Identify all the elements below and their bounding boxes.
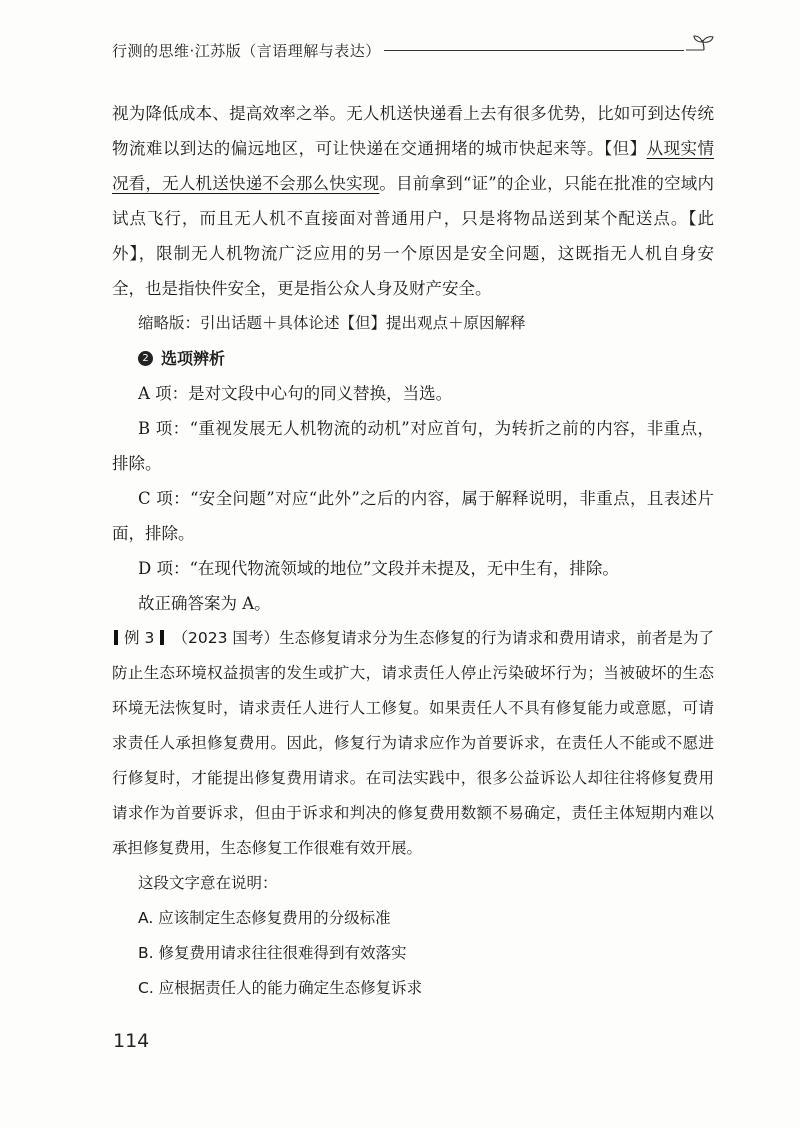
also-marker: 【此外】 [112, 209, 715, 263]
choice-c: C. 应根据责任人的能力确定生态修复诉求 [138, 979, 423, 997]
sprout-icon [682, 34, 716, 64]
central-sentence: 从现实情况看，无人机送快递不会那么快实现 [112, 139, 715, 193]
but-marker: 【但】 [603, 139, 647, 158]
page-number: 114 [113, 1030, 150, 1052]
analysis-title: 选项辨析 [161, 349, 226, 368]
analysis-heading [112, 341, 714, 376]
example-source: （2023 国考） [172, 629, 279, 647]
running-header [112, 34, 712, 70]
choice-a: A. 应该制定生态修复费用的分级标准 [138, 909, 391, 927]
example-label: 例 3 [124, 629, 155, 647]
option-b-analysis: B 项：“重视发展无人机物流的动机”对应首句，为转折之前的内容，非重点，排除。 [112, 419, 714, 473]
example-bar-right [160, 630, 164, 645]
option-c-analysis: C 项：“安全问题”对应“此外”之后的内容，属于解释说明，非重点，且表述片面，排除。 [112, 489, 714, 543]
question-stem: 这段文字意在说明： [138, 874, 278, 892]
header-rule [384, 50, 684, 51]
section-number-badge: 2 [138, 351, 153, 366]
example-text: 生态修复请求分为生态修复的行为请求和费用请求，前者是为了防止生态环境权益损害的发生或扩大，请求责任人停止污染破坏行为；当被破坏的生态环境无法恢复时，请求责任人进行人工修复。如果责任人不具有修复能力或意愿，可请求责任人承担修复费用。因此，修复行为请求应作为首要诉求，在责任人不能或不愿进行修复时，才能提出修复费用请求。在司法实践中，很多公益诉讼人却往往将修复费用请求作为首要诉求，但由于诉求和判决的修复费用数额不易确定，责任主体短期内难以承担修复费用，生态修复工作很难有效开展。 [112, 629, 714, 857]
option-d-analysis: D 项：“在现代物流领域的地位”文段并未提及，无中生有，排除。 [138, 559, 619, 578]
passage-text: 视为降低成本、提高效率之举。无人机送快递看上去有很多优势，比如可到达传统物流难以到达的偏远地区，可让快递在交通拥堵的城市快起来等。 [112, 104, 714, 158]
passage-paragraph [112, 96, 714, 306]
header-title: 行测的思维·江苏版（言语理解与表达） [112, 42, 381, 60]
example-paragraph [112, 621, 714, 866]
answer-line: 故正确答案为 A。 [138, 594, 271, 613]
choice-b: B. 修复费用请求往往很难得到有效落实 [138, 944, 407, 962]
page-content [112, 96, 714, 1006]
example-bar-left [114, 630, 118, 645]
passage-text-end: ，限制无人机物流广泛应用的另一个原因是安全问题，这既指无人机自身安全，也是指快件安全，更是指公众人身及财产安全。 [112, 244, 715, 298]
passage-text-continued: 。目前拿到“证”的企业，只能在批准的空域内试点飞行，而且无人机不直接面对普通用户，只是将物品送到某个配送点。 [112, 174, 714, 228]
summary-line: 缩略版：引出话题＋具体论述【但】提出观点＋原因解释 [138, 314, 526, 332]
option-a-analysis: A 项：是对文段中心句的同义替换，当选。 [138, 384, 453, 403]
